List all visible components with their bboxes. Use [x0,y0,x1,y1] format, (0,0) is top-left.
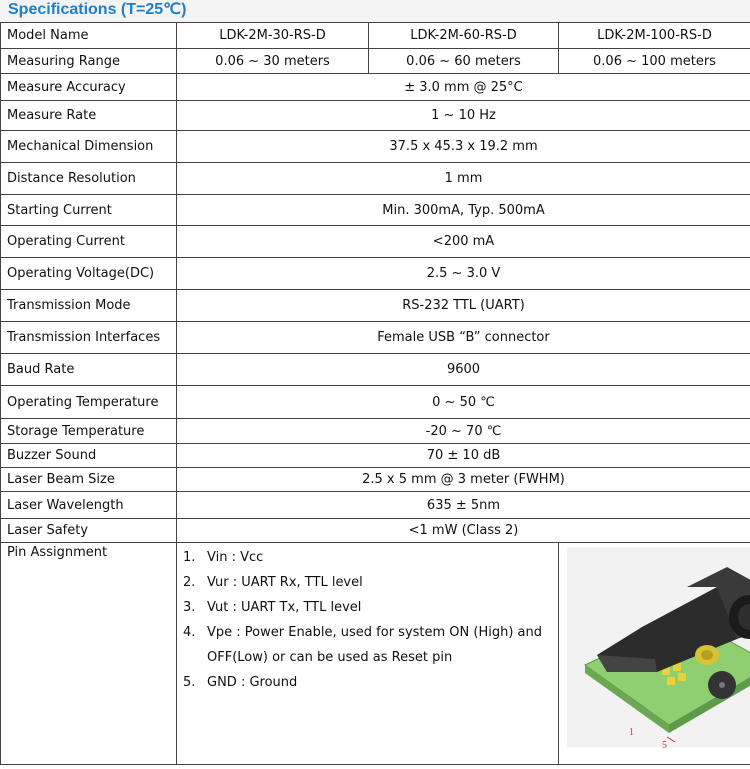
table-row [1,492,750,519]
row-label: Storage Temperature [1,419,177,444]
pin-description: Vut : UART Tx, TTL level [207,600,362,615]
laser-module-image [567,547,750,747]
table-row [1,468,750,492]
list-item [183,670,552,695]
row-label: Mechanical Dimension [1,131,177,163]
model-name-cell: LDK-2M-60-RS-D [369,23,559,49]
row-value: Min. 300mA, Typ. 500mA [177,195,750,226]
pin-number: 4. [183,625,196,640]
model-name-cell: LDK-2M-30-RS-D [177,23,369,49]
table-row [1,23,750,49]
range-cell: 0.06 ~ 30 meters [177,49,369,74]
pin-1-marker: 1 [629,727,634,738]
table-row [1,226,750,258]
row-label: Measure Accuracy [1,74,177,101]
row-label: Measure Rate [1,101,177,131]
pin-description: GND : Ground [207,675,298,690]
pin-description: Vur : UART Rx, TTL level [207,575,363,590]
range-cell: 0.06 ~ 100 meters [559,49,750,74]
table-row [1,101,750,131]
table-row [1,444,750,468]
pin-description: Vpe : Power Enable, used for system ON (High) and OFF(Low) or can be used as Reset pin [207,625,543,665]
row-value: 70 ± 10 dB [177,444,750,468]
row-value: 635 ± 5nm [177,492,750,519]
table-row [1,163,750,195]
specifications-table [0,22,750,765]
row-label: Transmission Mode [1,290,177,322]
pin-description: Vin : Vcc [207,550,264,565]
row-label: Baud Rate [1,354,177,386]
pin-number: 1. [183,550,196,565]
pin-number: 2. [183,575,196,590]
table-row [1,543,750,765]
table-row [1,195,750,226]
row-value: 0 ~ 50 ℃ [177,386,750,419]
row-value: 1 ~ 10 Hz [177,101,750,131]
table-row [1,74,750,101]
row-label: Operating Current [1,226,177,258]
row-value: <1 mW (Class 2) [177,519,750,543]
row-label: Operating Temperature [1,386,177,419]
table-row [1,49,750,74]
row-label: Buzzer Sound [1,444,177,468]
list-item [183,620,552,670]
row-label: Operating Voltage(DC) [1,258,177,290]
pin-number: 3. [183,600,196,615]
row-label: Laser Safety [1,519,177,543]
row-value: -20 ~ 70 ℃ [177,419,750,444]
table-row [1,290,750,322]
list-item [183,545,552,570]
row-value: 2.5 ~ 3.0 V [177,258,750,290]
table-row [1,386,750,419]
row-value: 1 mm [177,163,750,195]
table-row [1,519,750,543]
row-label: Distance Resolution [1,163,177,195]
pin-5-marker: 5 [662,740,667,751]
table-row [1,258,750,290]
row-label: Model Name [1,23,177,49]
table-row [1,322,750,354]
row-value: <200 mA [177,226,750,258]
table-row [1,131,750,163]
row-value: 2.5 x 5 mm @ 3 meter (FWHM) [177,468,750,492]
row-value: ± 3.0 mm @ 25°C [177,74,750,101]
pin-list [183,545,552,695]
page-title: Specifications (T=25℃) [8,1,187,18]
module-photo-cell [559,543,750,765]
row-value: 37.5 x 45.3 x 19.2 mm [177,131,750,163]
pin-assignment-label: Pin Assignment [1,543,177,765]
row-value: Female USB “B” connector [177,322,750,354]
specifications-body [1,23,750,765]
list-item [183,570,552,595]
table-row [1,354,750,386]
row-value: 9600 [177,354,750,386]
pin-number: 5. [183,675,196,690]
module-photo [567,547,750,751]
range-cell: 0.06 ~ 60 meters [369,49,559,74]
row-value: RS-232 TTL (UART) [177,290,750,322]
row-label: Measuring Range [1,49,177,74]
row-label: Starting Current [1,195,177,226]
row-label: Transmission Interfaces [1,322,177,354]
row-label: Laser Wavelength [1,492,177,519]
table-row [1,419,750,444]
list-item [183,595,552,620]
model-name-cell: LDK-2M-100-RS-D [559,23,750,49]
pin-list-cell [177,543,559,765]
row-label: Laser Beam Size [1,468,177,492]
